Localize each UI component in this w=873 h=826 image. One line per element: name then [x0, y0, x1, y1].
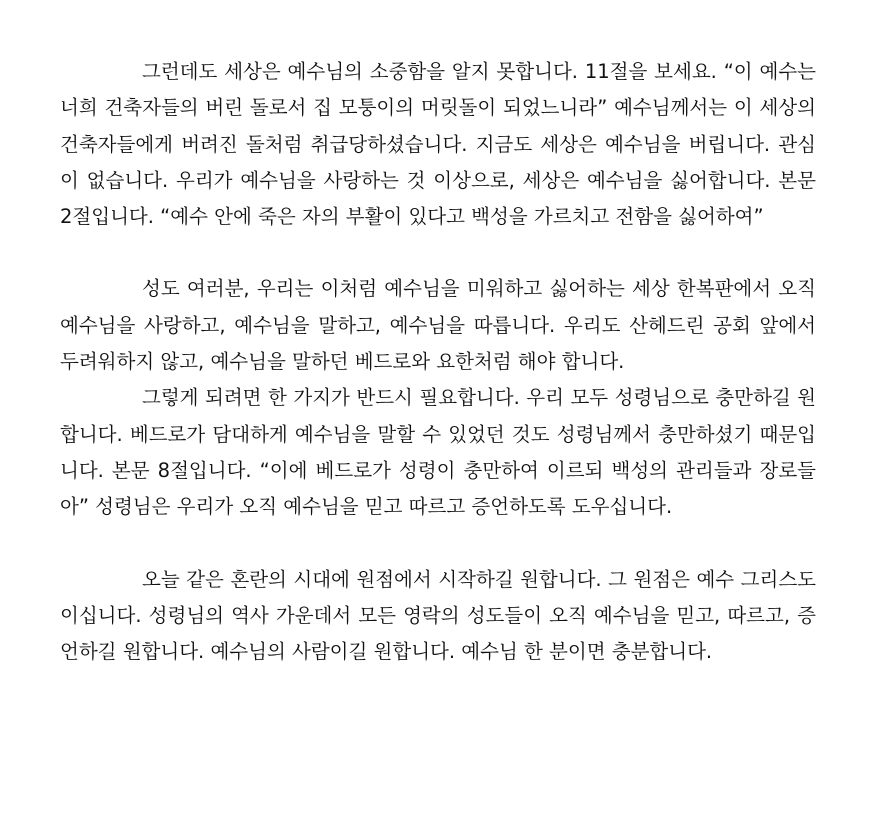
paragraph-4: 오늘 같은 혼란의 시대에 원점에서 시작하길 원합니다. 그 원점은 예수 그리스도이십니다. 성령님의 역사 가운데서 모든 영락의 성도들이 오직 예수님을 믿고, 따르고, 증언하길 원합니다. 예수님의 사람이길 원합니다. 예수님 한 분이면 충분합니다.	[60, 567, 816, 664]
paragraph-2: 성도 여러분, 우리는 이처럼 예수님을 미워하고 싫어하는 세상 한복판에서 오직 예수님을 사랑하고, 예수님을 말하고, 예수님을 따릅니다. 우리도 산헤드린 공회 앞에서 두려워하지 않고, 예수님을 말하던 베드로와 요한처럼 해야 합니다.	[60, 277, 816, 374]
paragraph-1: 그런데도 세상은 예수님의 소중함을 알지 못합니다. 11절을 보세요. “이 예수는 너희 건축자들의 버린 돌로서 집 모퉁이의 머릿돌이 되었느니라” 예수님께서는 이 세상의 건축자들에게 버려진 돌처럼 취급당하셨습니다. 지금도 세상은 예수님을 버립니다. 관심이 없습니다. 우리가 예수님을 사랑하는 것 이상으로, 세상은 예수님을 싫어합니다. 본문 2절입니다. “예수 안에 죽은 자의 부활이 있다고 백성을 가르치고 전함을 싫어하여”	[60, 60, 816, 229]
paragraph-spacer	[60, 235, 816, 271]
paragraph-spacer	[60, 526, 816, 562]
paragraph-3: 그렇게 되려면 한 가지가 반드시 필요합니다. 우리 모두 성령님으로 충만하길 원합니다. 베드로가 담대하게 예수님을 말할 수 있었던 것도 성령님께서 충만하셨기 때문입니다. 본문 8절입니다. “이에 베드로가 성령이 충만하여 이르되 백성의 관리들과 장로들아” 성령님은 우리가 오직 예수님을 믿고 따르고 증언하도록 도우십니다.	[60, 386, 816, 519]
document-body	[60, 54, 816, 670]
